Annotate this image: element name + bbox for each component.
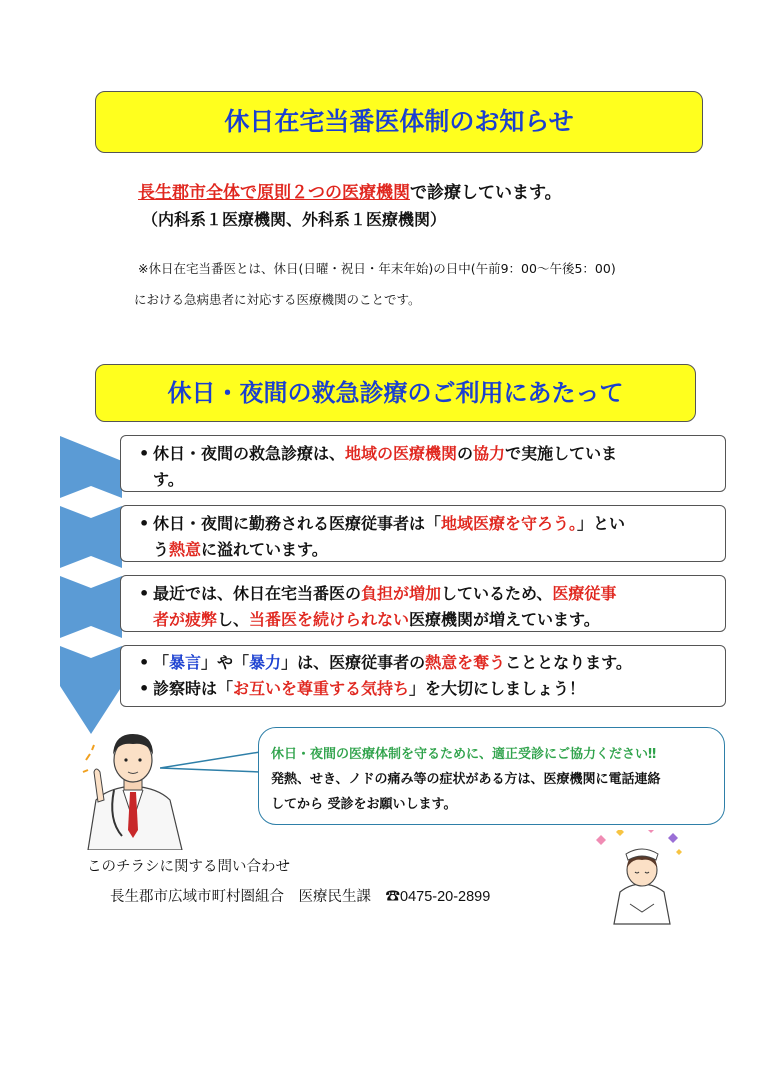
card-text: し、 xyxy=(217,610,250,629)
card-highlight-blue: 暴力 xyxy=(249,653,282,672)
card-text: こととなります。 xyxy=(505,653,632,672)
info-card-1 xyxy=(120,435,726,492)
card-highlight: 者が疲弊 xyxy=(153,610,218,629)
contact-phone: 0475-20-2899 xyxy=(400,889,491,905)
card-text: 診察時は「 xyxy=(153,679,234,698)
bubble-line-1: 休日・夜間の医療体制を守るために、適正受診にご協力ください‼ xyxy=(271,747,657,762)
card-text: 「 xyxy=(153,653,170,672)
notice-rest: で診療しています。 xyxy=(410,183,562,203)
definition-line-2: における急病患者に対応する医療機関のことです。 xyxy=(134,292,421,307)
card-text: う xyxy=(153,540,170,559)
chevron-arrow-1 xyxy=(60,436,122,498)
phone-icon: ☎ xyxy=(385,889,400,905)
chevron-arrow-3 xyxy=(60,576,122,638)
card-text: 」は、医療従事者の xyxy=(281,653,426,672)
definition-line-1: ※休日在宅当番医とは、休日(日曜・祝日・年末年始)の日中(午前9：00～午後5：00) xyxy=(138,261,616,276)
contact-org: 長生郡市広域市町村圏組合 医療民生課 xyxy=(110,889,371,905)
notice-highlight: 長生郡市全体で原則２つの医療機関 xyxy=(138,183,410,203)
notice-sub-text: （内科系１医療機関、外科系１医療機関） xyxy=(142,210,447,229)
notice-banner xyxy=(95,91,703,153)
contact-line xyxy=(110,885,490,906)
card-highlight: 当番医を続けられない xyxy=(249,610,410,629)
card-highlight: 地域医療を守ろう。 xyxy=(441,514,578,533)
info-card-3 xyxy=(120,575,726,632)
card-highlight: 熱意を奪う xyxy=(425,653,506,672)
info-card-2 xyxy=(120,505,726,562)
chevron-arrow-2 xyxy=(60,506,122,568)
card-text: に溢れています。 xyxy=(201,540,328,559)
card-text: 」や「 xyxy=(201,653,250,672)
card-highlight: 熱意 xyxy=(169,540,202,559)
card-highlight: 地域の医療機関 xyxy=(345,444,458,463)
card-highlight: お互いを尊重する気持ち xyxy=(233,679,410,698)
bullet: • xyxy=(139,514,150,533)
card-text: しているため、 xyxy=(441,584,553,603)
bubble-line-2: 発熱、せき、ノドの痛み等の症状がある方は、医療機関に電話連絡 xyxy=(271,772,661,787)
bullet: • xyxy=(139,584,150,603)
card-highlight: 医療従事 xyxy=(552,584,617,603)
speech-bubble xyxy=(258,727,725,825)
card-highlight: 協力 xyxy=(473,444,506,463)
bullet: • xyxy=(139,444,150,463)
card-text: の xyxy=(457,444,474,463)
bullet: • xyxy=(139,679,150,698)
card-text: で実施していま xyxy=(505,444,618,463)
emergency-banner-title: 休日・夜間の救急診療のご利用にあたって xyxy=(167,379,624,407)
card-text: 医療機関が増えています。 xyxy=(409,610,600,629)
emergency-banner xyxy=(95,364,696,422)
notice-banner-title: 休日在宅当番医体制のお知らせ xyxy=(224,107,574,136)
card-text: 」を大切にしましょう！ xyxy=(409,679,586,698)
contact-title: このチラシに関する問い合わせ xyxy=(87,859,290,875)
card-text: 」とい xyxy=(577,514,626,533)
card-text: す。 xyxy=(153,470,184,489)
speech-bubble-tail xyxy=(160,748,262,778)
card-text: 休日・夜間の救急診療は、 xyxy=(153,444,346,463)
notice-main-text xyxy=(138,178,562,203)
card-text: 休日・夜間に勤務される医療従事者は「 xyxy=(153,514,442,533)
card-highlight: 負担が増加 xyxy=(361,584,442,603)
card-highlight-blue: 暴言 xyxy=(169,653,202,672)
doctor-illustration xyxy=(78,720,188,850)
info-card-4 xyxy=(120,645,726,707)
nurse-illustration xyxy=(590,830,700,925)
card-text: 最近では、休日在宅当番医の xyxy=(153,584,362,603)
bullet: • xyxy=(139,653,150,672)
bubble-line-3: してから 受診をお願いします。 xyxy=(271,797,457,812)
